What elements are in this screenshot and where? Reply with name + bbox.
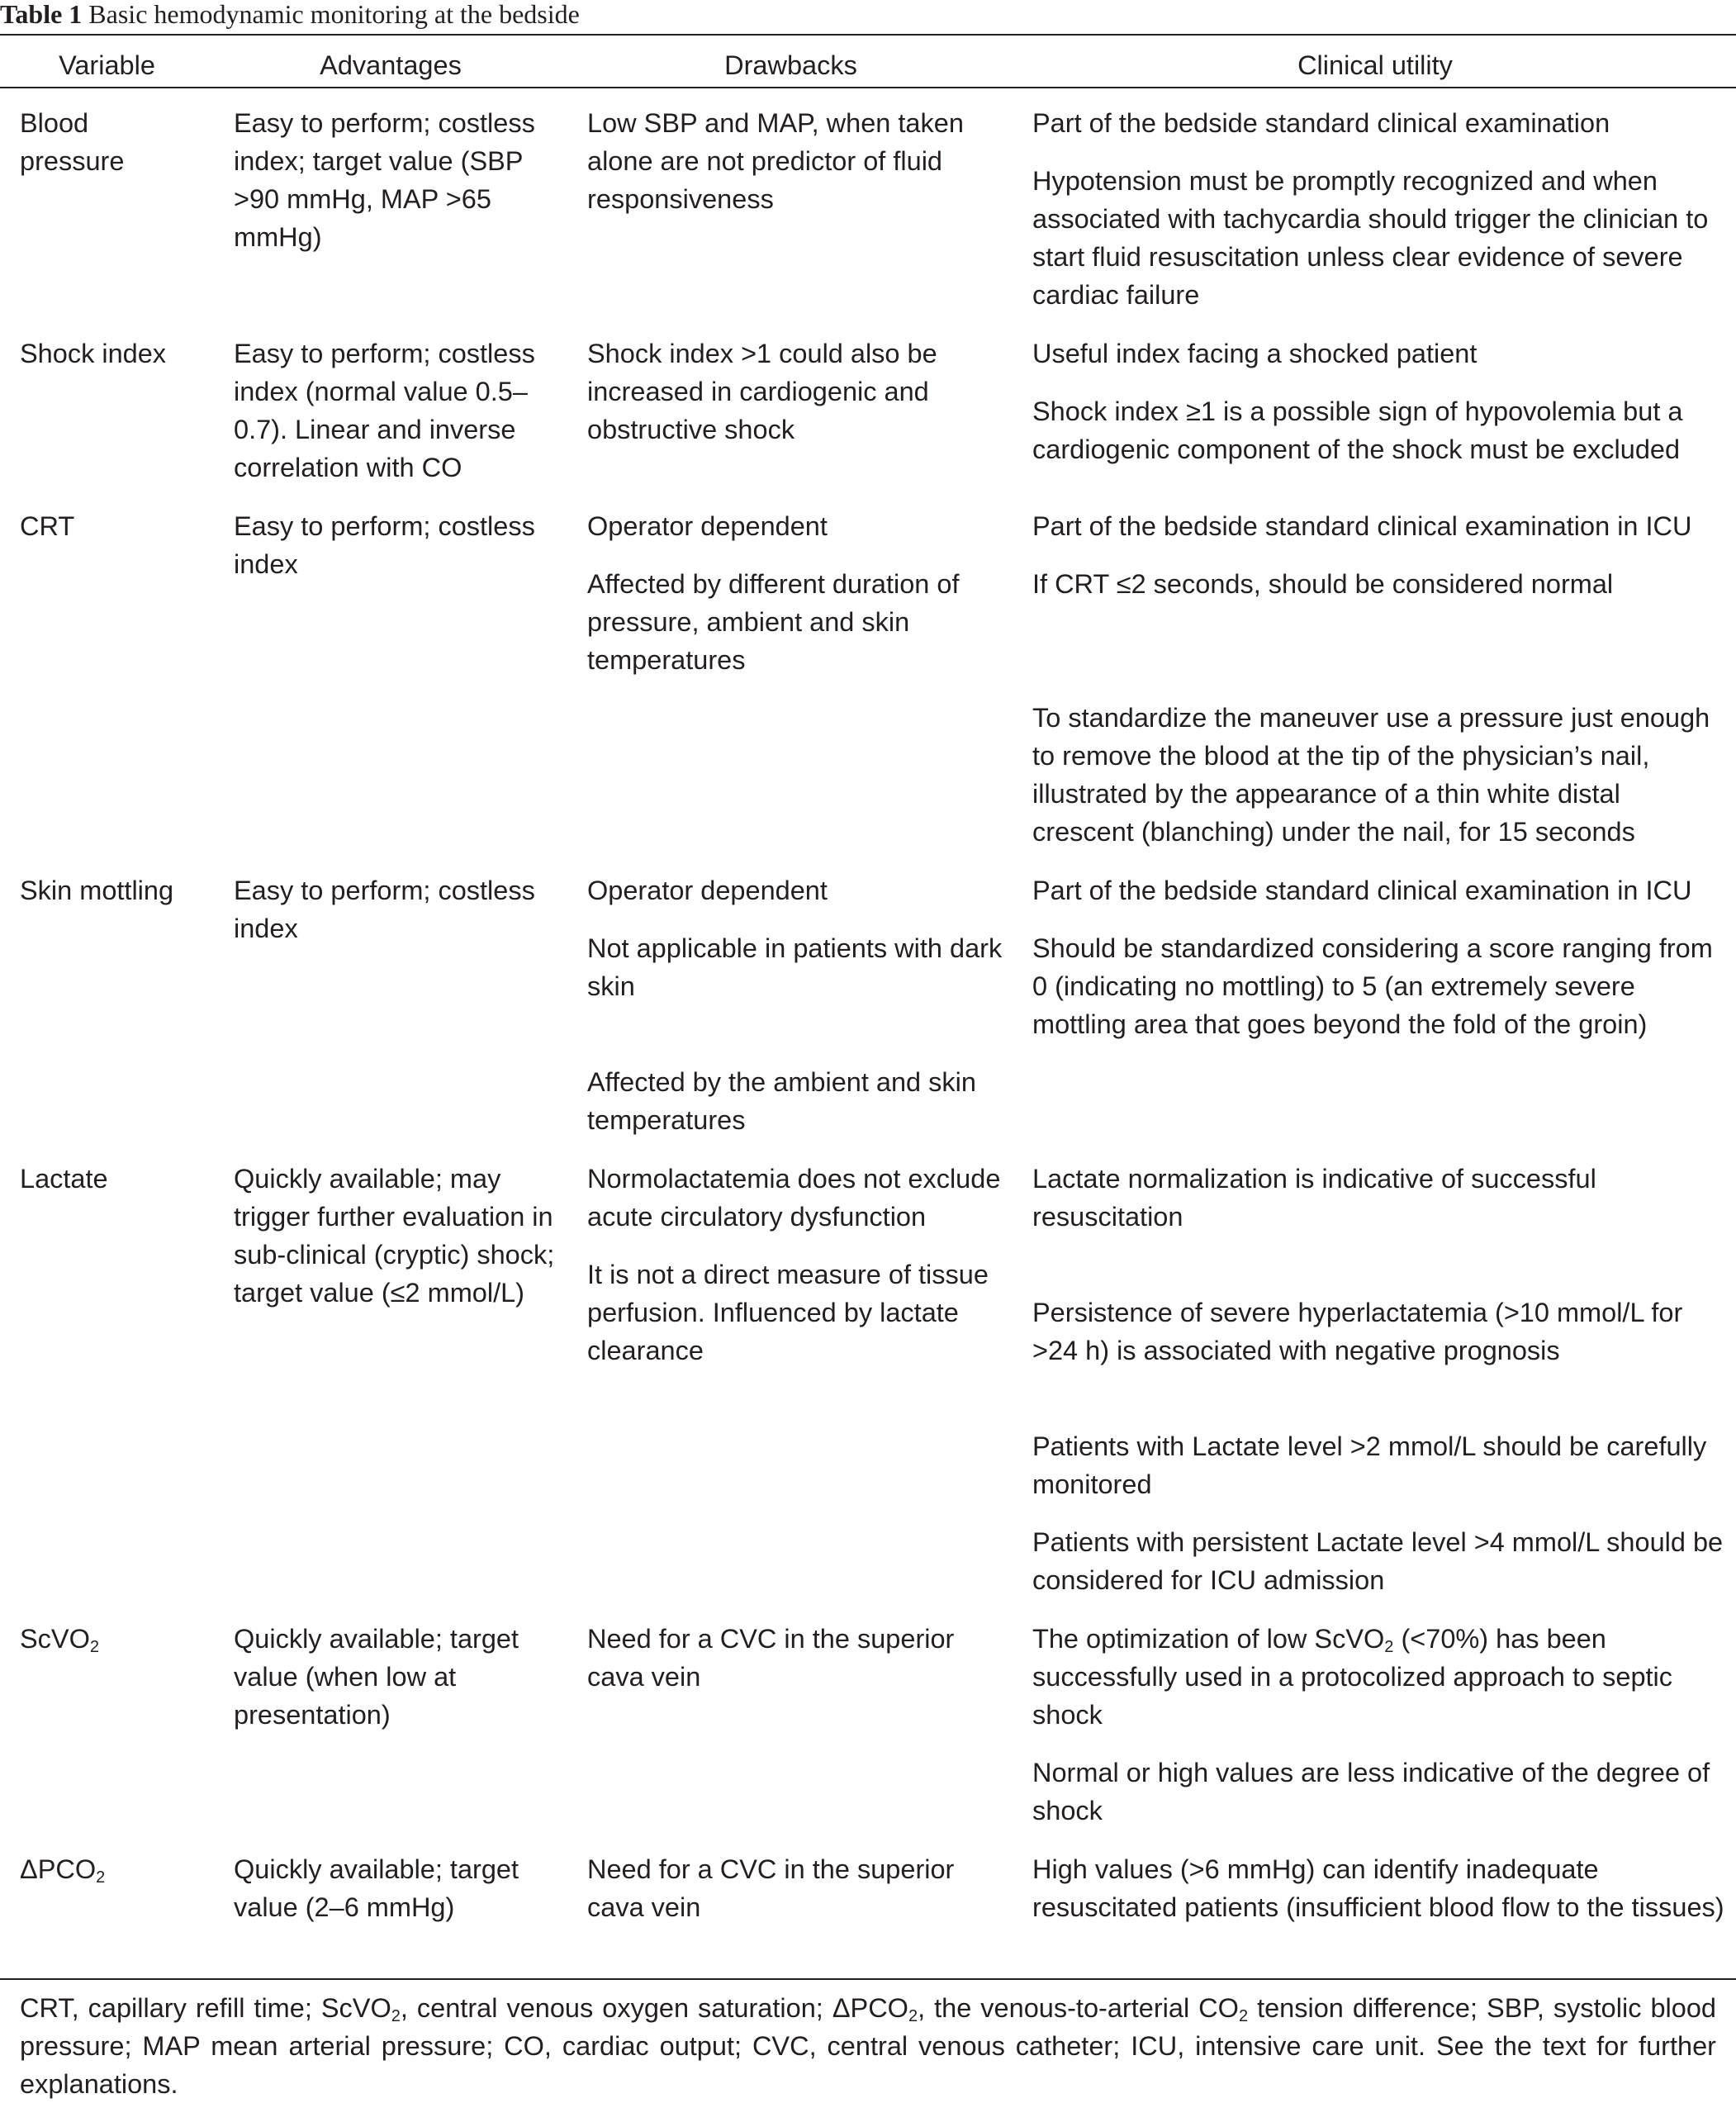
cell-utility: The optimization of low ScVO$_2$ (<70%) has been successfully used in a protocolized approach to septic shock bbox=[1032, 1624, 1673, 1730]
cell-drawbacks: Low SBP and MAP, when taken alone are not predictor of fluid responsiveness bbox=[587, 108, 964, 214]
cell-drawbacks: Normolactatemia does not exclude acute circulatory dysfunction bbox=[587, 1164, 1001, 1232]
header-advantages: Advantages bbox=[214, 43, 567, 88]
cell-variable: ScVO$_2$ bbox=[20, 1624, 100, 1656]
cell-advantages: Quickly available; target value (when low at presentation) bbox=[234, 1624, 519, 1730]
cell-drawbacks: It is not a direct measure of tissue perfusion. Influenced by lactate clearance bbox=[587, 1260, 989, 1365]
header-drawbacks: Drawbacks bbox=[567, 43, 1014, 88]
cell-advantages: Quickly available; target value (2–6 mmHg) bbox=[234, 1854, 519, 1922]
cell-utility: Shock index ≥1 is a possible sign of hypovolemia but a cardiogenic component of the shock must be excluded bbox=[1032, 396, 1683, 464]
cell-utility: Patients with Lactate level >2 mmol/L should be carefully monitored bbox=[1032, 1431, 1707, 1499]
cell-utility: To standardize the maneuver use a pressure just enough to remove the blood at the tip of the physician’s nail, illustrated by the appearance of a thin white distal crescent (blanching) under the nail, for 15 seconds bbox=[1032, 703, 1710, 847]
cell-advantages: Easy to perform; costless index bbox=[234, 876, 535, 943]
cell-advantages: Easy to perform; costless index (normal value 0.5–0.7). Linear and inverse correlation with CO bbox=[234, 339, 535, 482]
cell-drawbacks: Operator dependent bbox=[587, 511, 828, 541]
cell-utility: Persistence of severe hyperlactatemia (>10 mmol/L for >24 h) is associated with negative prognosis bbox=[1032, 1298, 1683, 1365]
bottom-rule bbox=[0, 1978, 1736, 1980]
cell-utility: Patients with persistent Lactate level >4 mmol/L should be considered for ICU admission bbox=[1032, 1527, 1724, 1595]
table-caption bbox=[0, 0, 580, 33]
cell-utility: Normal or high values are less indicative of the degree of shock bbox=[1032, 1758, 1710, 1825]
cell-advantages: Quickly available; may trigger further evaluation in sub-clinical (cryptic) shock; target value (≤2 mmol/L) bbox=[234, 1164, 555, 1308]
cell-variable: Skin mottling bbox=[20, 876, 174, 905]
cell-drawbacks: Shock index >1 could also be increased in cardiogenic and obstructive shock bbox=[587, 339, 937, 444]
table-row bbox=[0, 1620, 1736, 1830]
cell-advantages: Easy to perform; costless index; target value (SBP >90 mmHg, MAP >65 mmHg) bbox=[234, 108, 535, 252]
table-row bbox=[0, 507, 1736, 851]
cell-drawbacks: Affected by the ambient and skin temperatures bbox=[587, 1067, 976, 1135]
cell-drawbacks: Not applicable in patients with dark skin bbox=[587, 933, 1003, 1001]
cell-utility: If CRT ≤2 seconds, should be considered normal bbox=[1032, 569, 1614, 599]
table-footnote: CRT, capillary refill time; ScVO$_2$, central venous oxygen saturation; $\Delta PCO_2$, the venous-to-arterial $CO_2$ tension difference; SBP, systolic blood pressure; MAP mean arterial pressure; CO, cardiac output; CVC, central venous catheter; ICU, intensive care unit. See the text for further explanations. bbox=[20, 1993, 1716, 2099]
table-label: Table 1 bbox=[0, 0, 83, 29]
table-row bbox=[0, 871, 1736, 1139]
cell-utility: Part of the bedside standard clinical examination bbox=[1032, 108, 1610, 138]
cell-utility: Part of the bedside standard clinical examination in ICU bbox=[1032, 876, 1692, 905]
table-row bbox=[0, 1160, 1736, 1599]
cell-drawbacks: Need for a CVC in the superior cava vein bbox=[587, 1854, 955, 1922]
cell-utility: Part of the bedside standard clinical examination in ICU bbox=[1032, 511, 1692, 541]
table-title: Basic hemodynamic monitoring at the bedside bbox=[88, 0, 580, 29]
hemodynamic-table bbox=[0, 43, 1736, 1926]
cell-drawbacks: Need for a CVC in the superior cava vein bbox=[587, 1624, 955, 1692]
header-variable: Variable bbox=[0, 43, 214, 88]
top-rule bbox=[0, 34, 1736, 36]
table-row bbox=[0, 88, 1736, 314]
header-row bbox=[0, 43, 1736, 88]
cell-variable: $\Delta PCO_2$ bbox=[20, 1854, 106, 1887]
header-clinical-utility: Clinical utility bbox=[1014, 43, 1736, 88]
cell-drawbacks: Affected by different duration of pressure, ambient and skin temperatures bbox=[587, 569, 960, 675]
cell-variable: Blood pressure bbox=[20, 108, 125, 176]
cell-utility: Useful index facing a shocked patient bbox=[1032, 339, 1477, 368]
cell-variable: Shock index bbox=[20, 339, 167, 368]
cell-utility: High values (>6 mmHg) can identify inadequate resuscitated patients (insufficient blood flow to the tissues) bbox=[1032, 1854, 1724, 1922]
cell-variable: CRT bbox=[20, 511, 75, 541]
table-row bbox=[0, 335, 1736, 487]
cell-utility: Lactate normalization is indicative of successful resuscitation bbox=[1032, 1164, 1596, 1232]
cell-advantages: Easy to perform; costless index bbox=[234, 511, 535, 579]
cell-utility: Should be standardized considering a score ranging from 0 (indicating no mottling) to 5 (an extremely severe mottling area that goes beyond the fold of the groin) bbox=[1032, 933, 1713, 1039]
cell-utility: Hypotension must be promptly recognized and when associated with tachycardia should trigger the clinician to start fluid resuscitation unless clear evidence of severe cardiac failure bbox=[1032, 166, 1709, 310]
cell-drawbacks: Operator dependent bbox=[587, 876, 828, 905]
table-row bbox=[0, 1850, 1736, 1926]
cell-variable: Lactate bbox=[20, 1164, 108, 1194]
